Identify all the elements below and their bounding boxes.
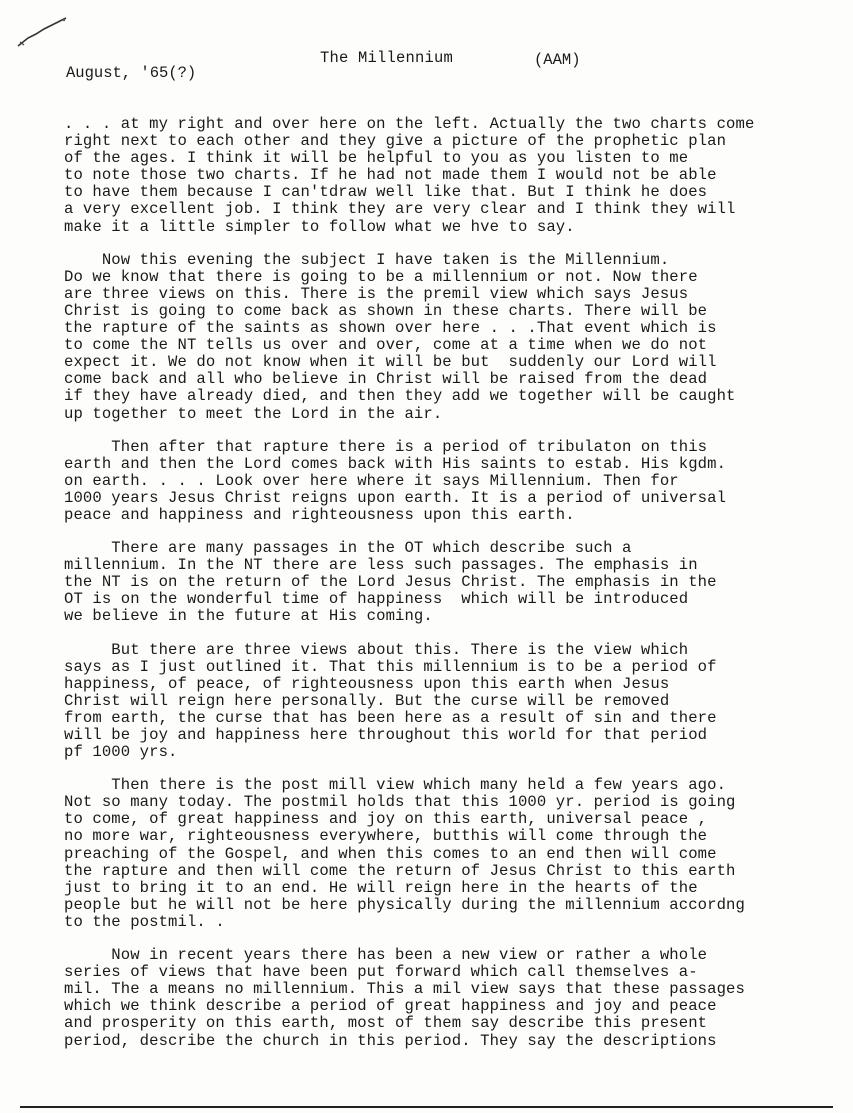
text-line: up together to meet the Lord in the air. — [64, 404, 443, 423]
text-line: Now this evening the subject I have taken is the Millennium. — [64, 250, 670, 269]
text-line: are three views on this. There is the premil view which says Jesus — [64, 284, 689, 303]
text-line: come back and all who believe in Christ will be raised from the dead — [64, 370, 708, 389]
text-line: to come, of great happiness and joy on this earth, universal peace , — [64, 810, 708, 829]
text-line: Then there is the post mill view which many held a few years ago. — [64, 776, 727, 795]
text-line: make it a little simpler to follow what we hve to say. — [64, 217, 575, 236]
document-title: The Millennium — [320, 49, 454, 67]
text-line: on earth. . . . Look over here where it says Millennium. Then for — [64, 471, 679, 490]
text-line: Now in recent years there has been a new view or rather a whole — [64, 946, 708, 965]
paragraph — [64, 947, 834, 1050]
text-line: we believe in the future at His coming. — [64, 607, 433, 626]
text-line: the rapture and then will come the return of Jesus Christ to this earth — [64, 861, 736, 880]
text-line: peace and happiness and righteousness upon this earth. — [64, 505, 575, 524]
text-line: . . . at my right and over here on the left. Actually the two charts come — [64, 115, 755, 133]
page-bottom-edge — [20, 1106, 833, 1108]
text-line: expect it. We do not know when it will be but suddenly our Lord will — [64, 353, 717, 372]
text-line: 1000 years Jesus Christ reigns upon earth. It is a period of universal — [64, 488, 727, 507]
document-body — [64, 116, 834, 1066]
text-line: of the ages. I think it will be helpful to you as you listen to me — [64, 149, 689, 168]
text-line: series of views that have been put forward which call themselves a- — [64, 963, 698, 982]
paragraph — [64, 252, 834, 423]
text-line: mil. The a means no millennium. This a mil view says that these passages — [64, 980, 745, 999]
text-line: Do we know that there is going to be a millennium or not. Now there — [64, 267, 698, 286]
text-line: to have them because I can'tdraw well like that. But I think he does — [64, 183, 708, 202]
text-line: pf 1000 yrs. — [64, 743, 178, 762]
text-line: millennium. In the NT there are less such passages. The emphasis in — [64, 556, 698, 575]
text-line: But there are three views about this. There is the view which — [64, 640, 689, 659]
pen-mark-icon — [14, 12, 74, 52]
text-line: Not so many today. The postmil holds that this 1000 yr. period is going — [64, 793, 736, 812]
text-line: right next to each other and they give a picture of the prophetic plan — [64, 132, 727, 151]
text-line: preaching of the Gospel, and when this comes to an end then will come — [64, 844, 717, 863]
paragraph — [64, 439, 834, 524]
text-line: says as I just outlined it. That this millennium is to be a period of — [64, 657, 717, 676]
text-line: OT is on the wonderful time of happiness which will be introduced — [64, 590, 689, 609]
text-line: if they have already died, and then they add we together will be caught — [64, 387, 736, 406]
text-line: There are many passages in the OT which describe such a — [64, 539, 632, 558]
text-line: which we think describe a period of great happiness and joy and peace — [64, 997, 717, 1016]
text-line: will be joy and happiness here throughout this world for that period — [64, 726, 708, 744]
text-line: and prosperity on this earth, most of them say describe this present — [64, 1014, 708, 1033]
paragraph — [64, 540, 834, 625]
text-line: a very excellent job. I think they are very clear and I think they will — [64, 200, 736, 219]
text-line: happiness, of peace, of righteousness upon this earth when Jesus — [64, 674, 670, 693]
text-line: from earth, the curse that has been here as a result of sin and there — [64, 708, 717, 727]
text-line: Then after that rapture there is a period of tribulaton on this — [64, 437, 708, 456]
paragraph — [64, 116, 834, 236]
text-line: just to bring it to an end. He will reign here in the hearts of the — [64, 878, 698, 897]
document-date: August, '65(?) — [66, 64, 197, 82]
document-tag: (AAM) — [534, 51, 581, 69]
text-line: the rapture of the saints as shown over here . . .That event which is — [64, 319, 717, 338]
text-line: period, describe the church in this period. They say the descriptions — [64, 1031, 717, 1050]
text-line: Christ is going to come back as shown in these charts. There will be — [64, 301, 708, 320]
text-line: earth and then the Lord comes back with His saints to estab. His kgdm. — [64, 454, 727, 473]
text-line: to note those two charts. If he had not made them I would not be able — [64, 166, 717, 185]
text-line: to the postmil. . — [64, 912, 225, 931]
paragraph — [64, 642, 834, 762]
text-line: people but he will not be here physically during the millennium accordng — [64, 895, 745, 914]
text-line: Christ will reign here personally. But the curse will be removed — [64, 691, 670, 710]
text-line: the NT is on the return of the Lord Jesus Christ. The emphasis in the — [64, 573, 717, 592]
text-line: to come the NT tells us over and over, come at a time when we do not — [64, 336, 708, 355]
text-line: no more war, righteousness everywhere, butthis will come through the — [64, 827, 708, 846]
paragraph — [64, 777, 834, 931]
